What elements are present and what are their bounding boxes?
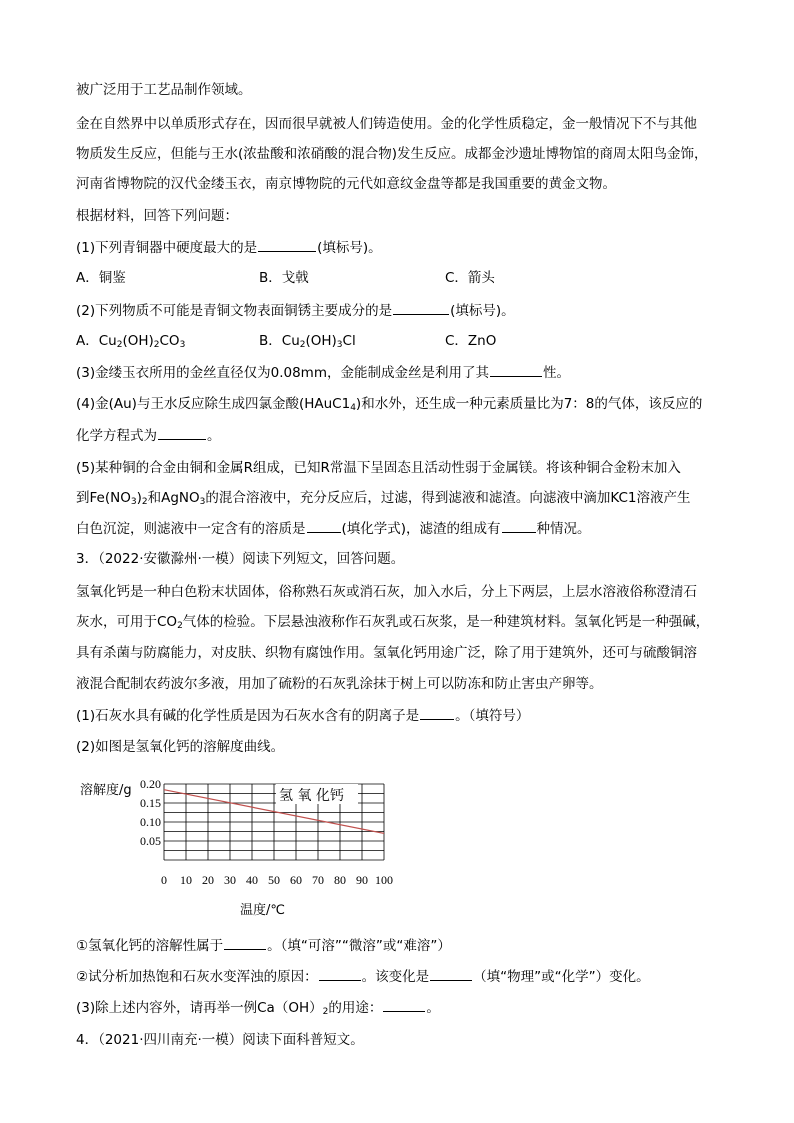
question-3: (3)金缕玉衣所用的金丝直径仅为0.08mm，金能制成金丝是利用了其 性。: [76, 362, 570, 383]
x-tick-label: 70: [312, 873, 324, 887]
answer-blank[interactable]: [158, 425, 206, 440]
problem-4-heading: 4．（2021·四川南充·一模）阅读下面科普短文。: [76, 1032, 364, 1048]
question-4: (4)金(Au)与王水反应除生成四氯金酸$(HAuC1_4)$和水外，还生成一种元素质量比为7：8的气体，该反应的: [76, 396, 703, 413]
y-tick-label: 0.10: [140, 815, 161, 829]
y-tick-label: 0.05: [140, 834, 161, 848]
text-line: 具有杀菌与防腐能力，对皮肤、织物有腐蚀作用。氢氧化钙用途广泛，除了用于建筑外，还可与硫酸铜溶: [76, 645, 697, 661]
chart-title: 氢 氧 化钙: [279, 788, 344, 804]
text-line: 氢氧化钙是一种白色粉末状固体，俗称熟石灰或消石灰，加入水后，分上下两层，上层水溶液俗称澄清石: [76, 584, 697, 600]
x-tick-label: 50: [268, 873, 280, 887]
problem-3-heading: 3．（2022·安徽滁州·一模）阅读下列短文，回答问题。: [76, 551, 405, 567]
sub-question-1: (1)石灰水具有碱的化学性质是因为石灰水含有的阴离子是 。（填符号）: [76, 705, 529, 726]
x-tick-label: 20: [202, 873, 214, 887]
question-5-cont: 白色沉淀，则滤液中一定含有的溶质是 (填化学式)，滤渣的组成有 种情况。: [76, 518, 591, 539]
sub-question-2: (2)如图是氢氧化钙的溶解度曲线。: [76, 739, 285, 755]
text-line: 物质发生反应，但能与王水(浓盐酸和浓硝酸的混合物)发生反应。成都金沙遗址博物馆的商周太阳鸟金饰，: [76, 146, 708, 162]
answer-blank[interactable]: [258, 237, 316, 252]
y-tick-label: 0.20: [140, 777, 161, 791]
x-tick-label: 60: [290, 873, 302, 887]
sub-question-3: (3)除上述内容外，请再举一例$Ca(OH)_2$的用途： 。: [76, 997, 440, 1018]
question-5-cont: 到$Fe(NO_3)_2$和AgNO$_3$的混合溶液中，充分反应后，过滤，得到滤液和滤渣。向滤液中滴加KC1溶液产生: [76, 490, 691, 507]
sub-question-2b: ②试分析加热饱和石灰水变浑浊的原因： 。该变化是 （填“物理”或“化学”）变化。: [76, 966, 650, 987]
answer-blank[interactable]: [393, 300, 449, 315]
question-4-cont: 化学方程式为 。: [76, 425, 221, 446]
sub-question-2a: ①氢氧化钙的溶解性属于 。（填“可溶”“微溶”或“难溶”）: [76, 935, 451, 956]
x-tick-label: 100: [375, 873, 393, 887]
text-line: 灰水，可用于$CO_2$气体的检验。下层悬浊液称作石灰乳或石灰浆，是一种建筑材料。氢氧化钙是一种强碱，: [76, 614, 710, 631]
answer-blank[interactable]: [319, 966, 361, 981]
answer-blank[interactable]: [490, 362, 542, 377]
answer-blank[interactable]: [383, 997, 425, 1012]
x-tick-labels: [161, 873, 393, 887]
option-b: B．$Cu_2(OH)_3Cl$: [259, 333, 356, 350]
x-tick-label: 40: [246, 873, 258, 887]
question-2: (2)下列物质不可能是青铜文物表面铜锈主要成分的是 (填标号)。: [76, 300, 515, 321]
x-tick-label: 90: [356, 873, 368, 887]
question-1: (1)下列青铜器中硬度最大的是 (填标号)。: [76, 237, 382, 258]
text-line: 液混合配制农药波尔多液，用加了硫粉的石灰乳涂抹于树上可以防冻和防止害虫产卵等。: [76, 676, 603, 692]
solubility-chart: [70, 770, 410, 920]
text-line: 金在自然界中以单质形式存在，因而很早就被人们铸造使用。金的化学性质稳定，金一般情况下不与其他: [76, 116, 697, 132]
answer-blank[interactable]: [420, 705, 454, 720]
question-5: (5)某种铜的合金由铜和金属R组成，已知R常温下呈固态且活动性弱于金属镁。将该种铜合金粉末加入: [76, 460, 681, 476]
x-tick-label: 0: [161, 873, 167, 887]
x-tick-label: 80: [334, 873, 346, 887]
text-line: 河南省博物院的汉代金缕玉衣，南京博物院的元代如意纹金盘等都是我国重要的黄金文物。: [76, 176, 616, 192]
x-tick-label: 10: [180, 873, 192, 887]
answer-blank[interactable]: [307, 518, 341, 533]
text-line: 根据材料，回答下列问题：: [76, 208, 238, 224]
option-c: C．箭头: [445, 270, 495, 286]
x-axis-label: 温度/℃: [240, 903, 285, 918]
y-tick-labels: [140, 777, 161, 848]
answer-blank[interactable]: [502, 518, 536, 533]
answer-blank[interactable]: [224, 935, 266, 950]
option-b: B．戈戟: [259, 270, 309, 286]
option-a: A．$Cu_2(OH)_2CO_3$: [76, 333, 186, 350]
option-c: C．ZnO: [445, 333, 497, 349]
text-line: 被广泛用于工艺品制作领域。: [76, 82, 252, 98]
answer-blank[interactable]: [430, 966, 472, 981]
y-tick-label: 0.15: [140, 796, 161, 810]
option-a: A．铜鉴: [76, 270, 126, 286]
y-axis-label: 溶解度/g: [80, 783, 132, 798]
x-tick-label: 30: [224, 873, 236, 887]
